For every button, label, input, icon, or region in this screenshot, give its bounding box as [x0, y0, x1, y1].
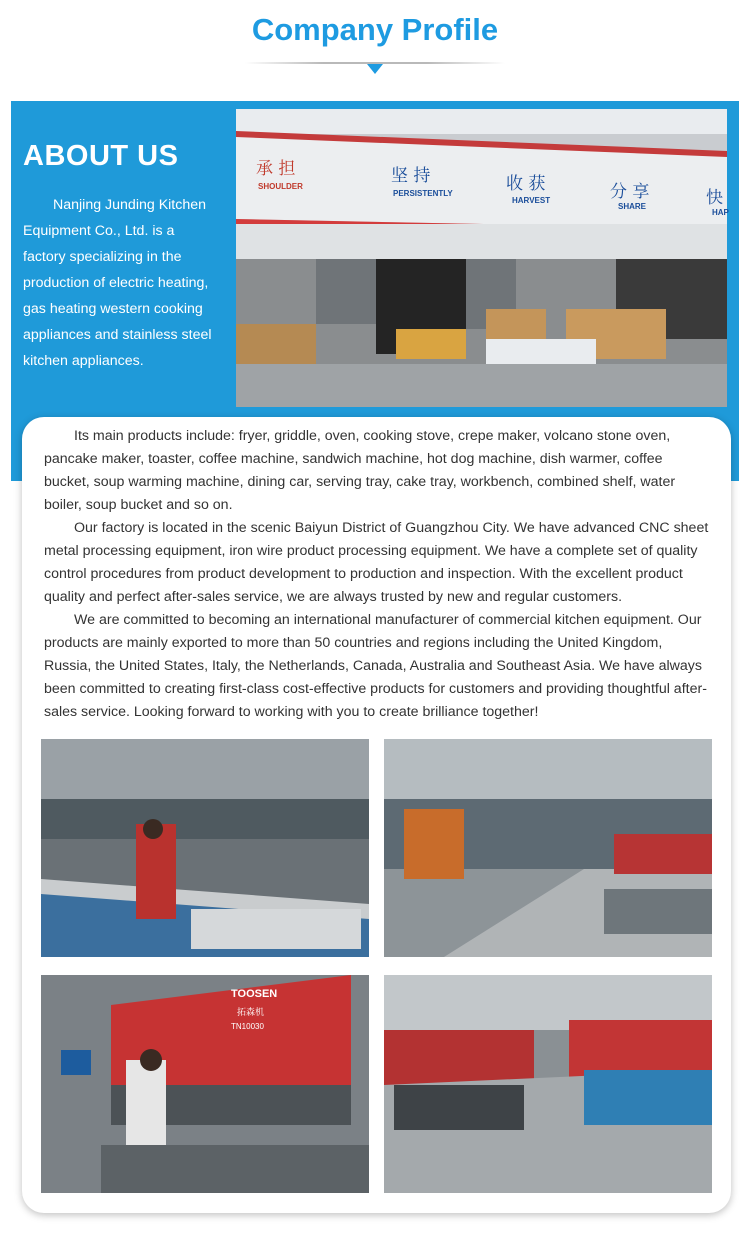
factory-exterior-photo: [236, 109, 727, 407]
warehouse-photo: [384, 739, 712, 957]
page-title: Company Profile: [251, 12, 499, 47]
sign-share-cn: 分 享: [610, 182, 650, 202]
sign-harvest-cn: 收 获: [506, 174, 546, 194]
assembly-line-photo: [41, 739, 369, 957]
company-description: [44, 425, 712, 724]
sign-persistently-en: PERSISTENTLY: [393, 189, 453, 198]
sign-shoulder-en: SHOULDER: [258, 182, 303, 191]
products-paragraph: Its main products include: fryer, griddle, oven, cooking stove, crepe maker, volcano stone oven, pancake maker, toaster, coffee machine, sandwich machine, hot dog machine, dish warmer, coffee bucket, soup warming machine, dining car, serving tray, cake tray, workbench, combined shelf, water boiler, soup bucket and so on.: [44, 428, 676, 513]
laser-cutting-photo: [384, 975, 712, 1193]
commitment-paragraph: We are committed to becoming an international manufacturer of commercial kitchen equipment. Our products are mainly exported to more than 50 countries and regions including the United Kingdom, Russia, the United States, Italy, the Netherlands, Canada, Australia and Southeast Asia. We have always been committed to creating first-class cost-effective products for customers and providing thoughtful after-sales service. Looking forward to working with you to create brilliance together!: [44, 612, 707, 720]
about-heading: ABOUT US: [23, 140, 179, 172]
title-arrow-icon: [367, 64, 383, 74]
sign-persistently-cn: 坚 持: [391, 166, 431, 186]
press-brake-photo: [41, 975, 369, 1193]
about-intro-text: Nanjing Junding Kitchen Equipment Co., Ltd. is a factory specializing in the production of electric heating, gas heating western cooking appliances and stainless steel kitchen appliances.: [23, 197, 212, 369]
press-brake-brand: TOOSEN: [231, 988, 278, 1000]
sign-happy-en: HAP: [712, 208, 729, 217]
sign-share-en: SHARE: [618, 202, 647, 211]
sign-harvest-en: HARVEST: [512, 196, 551, 205]
page-header: [0, 0, 750, 90]
factory-paragraph: Our factory is located in the scenic Baiyun District of Guangzhou City. We have advanced CNC sheet metal processing equipment, iron wire product processing equipment. We have a complete set of quality control procedures from product development to production and inspection. With the excellent product quality and perfect after-sales service, we are always trusted by new and regular customers.: [44, 520, 709, 605]
press-brake-model: TN10030: [231, 1022, 264, 1031]
sign-shoulder-cn: 承 担: [256, 159, 296, 179]
press-brake-model-cn: 拓森机: [237, 1008, 265, 1018]
sign-happy-cn: 快: [706, 188, 723, 208]
